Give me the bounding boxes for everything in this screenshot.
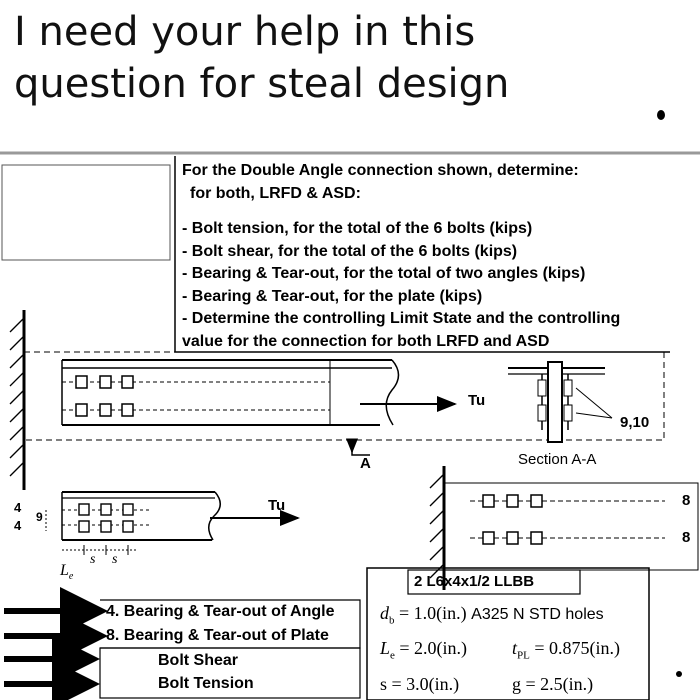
- section-cut-line: [352, 440, 370, 455]
- dim-4-top: 4: [14, 500, 22, 515]
- problem-intro-2: for both, LRFD & ASD:: [190, 184, 361, 202]
- problem-statement: [182, 160, 682, 353]
- problem-item-4: - Bearing & Tear-out, for the plate (kips): [182, 287, 483, 305]
- legend-item-4: Bolt Tension: [158, 675, 254, 692]
- dim-4-bottom: 4: [14, 518, 22, 533]
- dim-9: 9: [36, 510, 43, 524]
- wall-hatch-plate: [430, 466, 444, 590]
- given-spacing: s = 3.0(in.): [380, 674, 460, 694]
- dim-s-1: s: [90, 552, 96, 567]
- problem-item-2: - Bolt shear, for the total of the 6 bolts (kips): [182, 242, 518, 260]
- plate-outline: [444, 483, 698, 570]
- dim-le: $L_e$: [60, 562, 74, 583]
- given-plate-thickness: $t_{PL} = 0.875(in.)$: [512, 638, 620, 662]
- problem-item-3: - Bearing & Tear-out, for the total of two angles (kips): [182, 265, 586, 282]
- section-callout: 9,10: [620, 414, 650, 431]
- problem-intro-1: For the Double Angle connection shown, determine:: [182, 162, 579, 179]
- legend-item-3: Bolt Shear: [158, 652, 239, 669]
- legend-arrows: [4, 611, 102, 684]
- wall-hatch-main: [10, 310, 24, 490]
- section-title: Section A-A: [518, 451, 597, 468]
- heading-line-1: I need your help in this: [14, 9, 476, 55]
- legend-item-1: 4. Bearing & Tear-out of Angle: [106, 603, 335, 620]
- tu-label-detail: Tu: [268, 497, 286, 514]
- blank-box: [2, 165, 170, 260]
- dim-s-2: s: [112, 552, 118, 567]
- plate-callout-top: 8: [682, 492, 691, 509]
- legend-item-2: 8. Bearing & Tear-out of Plate: [106, 627, 329, 644]
- problem-item-6: value for the connection for both LRFD and ASD: [182, 332, 550, 350]
- section-designation: 2 L6x4x1/2 LLBB: [414, 573, 535, 590]
- problem-item-5: - Determine the controlling Limit State and the controlling: [182, 310, 621, 327]
- section-aa-drawing: [508, 362, 612, 442]
- dot-mark-bottom: [676, 671, 682, 677]
- angle-member: [62, 360, 399, 425]
- heading-line-2: question for steal design: [14, 61, 510, 107]
- given-gage: g = 2.5(in.): [512, 674, 594, 694]
- bolt-holes-main: [76, 376, 133, 416]
- given-edge-distance: $L_e = 2.0(in.)$: [380, 638, 468, 662]
- plate-bolt-holes: [483, 495, 542, 544]
- section-cut-label: A: [360, 455, 371, 472]
- problem-item-1: - Bolt tension, for the total of the 6 bolts (kips): [182, 220, 533, 237]
- plate-callout-bottom: 8: [682, 529, 691, 546]
- detail-angle: [46, 492, 220, 555]
- given-bolt-diameter: $d_b = 1.0(in.)$ A325 N STD holes: [380, 603, 604, 627]
- tu-label-main: Tu: [468, 392, 486, 409]
